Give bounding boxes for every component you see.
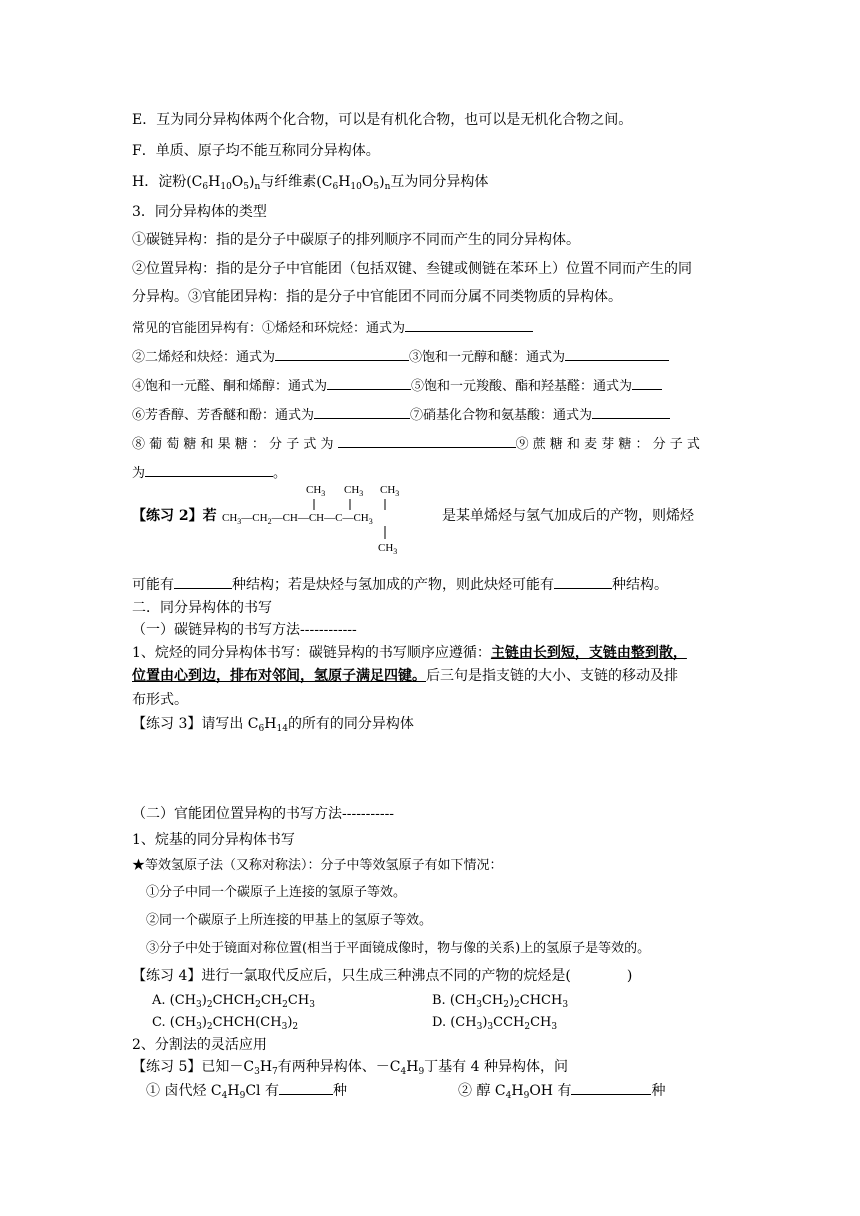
answer-blank[interactable] (632, 375, 662, 390)
structure-bonds (222, 484, 432, 564)
answer-blank[interactable] (592, 404, 670, 419)
option-e: E．互为同分异构体两个化合物，可以是有机化合物，也可以是无机化合物之间。 (132, 112, 633, 128)
subsection-1-title: （一）碳链异构的书写方法------------ (132, 622, 357, 638)
structure-main-chain: $CH_3—CH_2—CH—CH—C—CH_3$ (222, 512, 373, 526)
structure-bottom-methyl: $CH_3$ (378, 542, 398, 556)
section-two-title: 二．同分异构体的书写 (132, 600, 272, 616)
practice-2-question: 可能有 种结构；若是炔烃与氢加成的产物，则此炔烃可能有 种结构。 (132, 574, 668, 595)
option-h: H．淀粉$(C_6H_{10}O_5)_n$与纤维素$(C_6H_{10}O_5)_n$互为同分异构体 (132, 174, 489, 192)
alkyl-title: 1、烷基的同分异构体书写 (132, 832, 295, 848)
rule-line-1: 1、烷烃的同分异构体书写：碳链异构的书写顺序应遵循：主链由长到短，支链由整到散， (132, 645, 687, 661)
rule-line-3: 布形式。 (132, 692, 188, 708)
practice-4: 【练习 4】进行一氯取代反应后，只生成三种沸点不同的产物的烷烃是( ) (132, 968, 633, 984)
subsection-2-title: （二）官能团位置异构的书写方法----------- (132, 806, 395, 822)
type-position-b: 分异构。③官能团异构：指的是分子中官能团不同而分属不同类物质的异构体。 (132, 289, 622, 305)
answer-blank[interactable] (275, 346, 409, 361)
section-3-title: 3．同分异构体的类型 (132, 204, 267, 220)
common-isomer-line-2: ②二烯烃和炔烃：通式为 ③饱和一元醇和醚：通式为 (132, 346, 669, 368)
practice-3: 【练习 3】请写出 $C_6H_{14}$的所有的同分异构体 (132, 716, 414, 734)
answer-blank[interactable] (554, 574, 612, 589)
practice-2-prefix: 【练习 2】若 (132, 508, 217, 524)
option-d: D. $(CH_3)_3CCH_2CH_3$ (432, 1015, 558, 1032)
common-isomer-line-3: ④饱和一元醛、酮和烯醇：通式为 ⑤饱和一元羧酸、酯和羟基醛：通式为 (132, 375, 662, 397)
structure-top-methyl: $CH_3$ (380, 484, 400, 498)
practice-2-text: 是某单烯烃与氢气加成后的产物，则烯烃 (442, 508, 694, 524)
answer-blank[interactable] (405, 317, 533, 332)
common-isomer-line-6: 为 。 (132, 462, 286, 484)
equivalent-h-case-3: ③分子中处于镜面对称位置(相当于平面镜成像时，物与像的关系)上的氢原子是等效的。 (146, 941, 651, 956)
type-carbon-chain: ①碳链异构：指的是分子中碳原子的排列顺序不同而产生的同分异构体。 (132, 232, 580, 248)
common-isomer-line-1: 常见的官能团异构有：①烯烃和环烷烃：通式为 (132, 317, 533, 339)
common-isomer-line-4: ⑥芳香醇、芳香醚和酚：通式为 ⑦硝基化合物和氨基酸：通式为 (132, 404, 670, 426)
answer-blank[interactable] (174, 574, 232, 589)
option-f: F．单质、原子均不能互称同分异构体。 (132, 143, 380, 159)
option-a: A. $(CH_3)_2CHCH_2CH_2CH_3$ (152, 993, 315, 1010)
type-position-a: ②位置异构：指的是分子中官能团（包括双键、叁键或侧链在苯环上）位置不同而产生的同 (132, 261, 692, 277)
practice-5: 【练习 5】已知$-C_3H_7$有两种异构体、$-C_4H_9$丁基有 4 种异构体，问 (132, 1059, 568, 1077)
common-isomer-line-5: ⑧ 葡 萄 糖 和 果 糖 ： 分 子 式 为 ⑨ 蔗 糖 和 麦 芽 糖 ： 分 子 式 (132, 433, 700, 455)
answer-blank[interactable] (338, 433, 516, 448)
answer-blank[interactable] (279, 1080, 333, 1095)
answer-blank[interactable] (145, 462, 273, 477)
answer-blank[interactable] (571, 1080, 651, 1095)
structure-top-methyl: $CH_3$ (306, 484, 326, 498)
equivalent-h-case-1: ①分子中同一个碳原子上连接的氢原子等效。 (146, 885, 407, 900)
equivalent-h-rule: ★等效氢原子法（又称对称法）：分子中等效氢原子有如下情况： (132, 858, 503, 873)
alkane-structure (222, 484, 432, 564)
answer-blank[interactable] (565, 346, 669, 361)
rule-line-2: 位置由心到边，排布对邻间，氢原子满足四键。后三句是指支链的大小、支链的移动及排 (132, 668, 678, 684)
practice-5-q2: ② 醇 $C_4H_9OH$ 有 种 (458, 1080, 665, 1101)
practice-5-q1: ① 卤代烃 $C_4H_9Cl$ 有 种 (146, 1080, 347, 1101)
split-method-title: 2、分割法的灵活应用 (132, 1037, 267, 1053)
structure-top-methyl: $CH_3$ (344, 484, 364, 498)
equivalent-h-case-2: ②同一个碳原子上所连接的甲基上的氢原子等效。 (146, 913, 433, 928)
answer-blank[interactable] (327, 375, 411, 390)
answer-blank[interactable] (314, 404, 410, 419)
option-b: B. $(CH_3CH_2)_2CHCH_3$ (432, 993, 569, 1010)
option-c: C. $(CH_3)_2CHCH(CH_3)_2$ (152, 1015, 299, 1032)
